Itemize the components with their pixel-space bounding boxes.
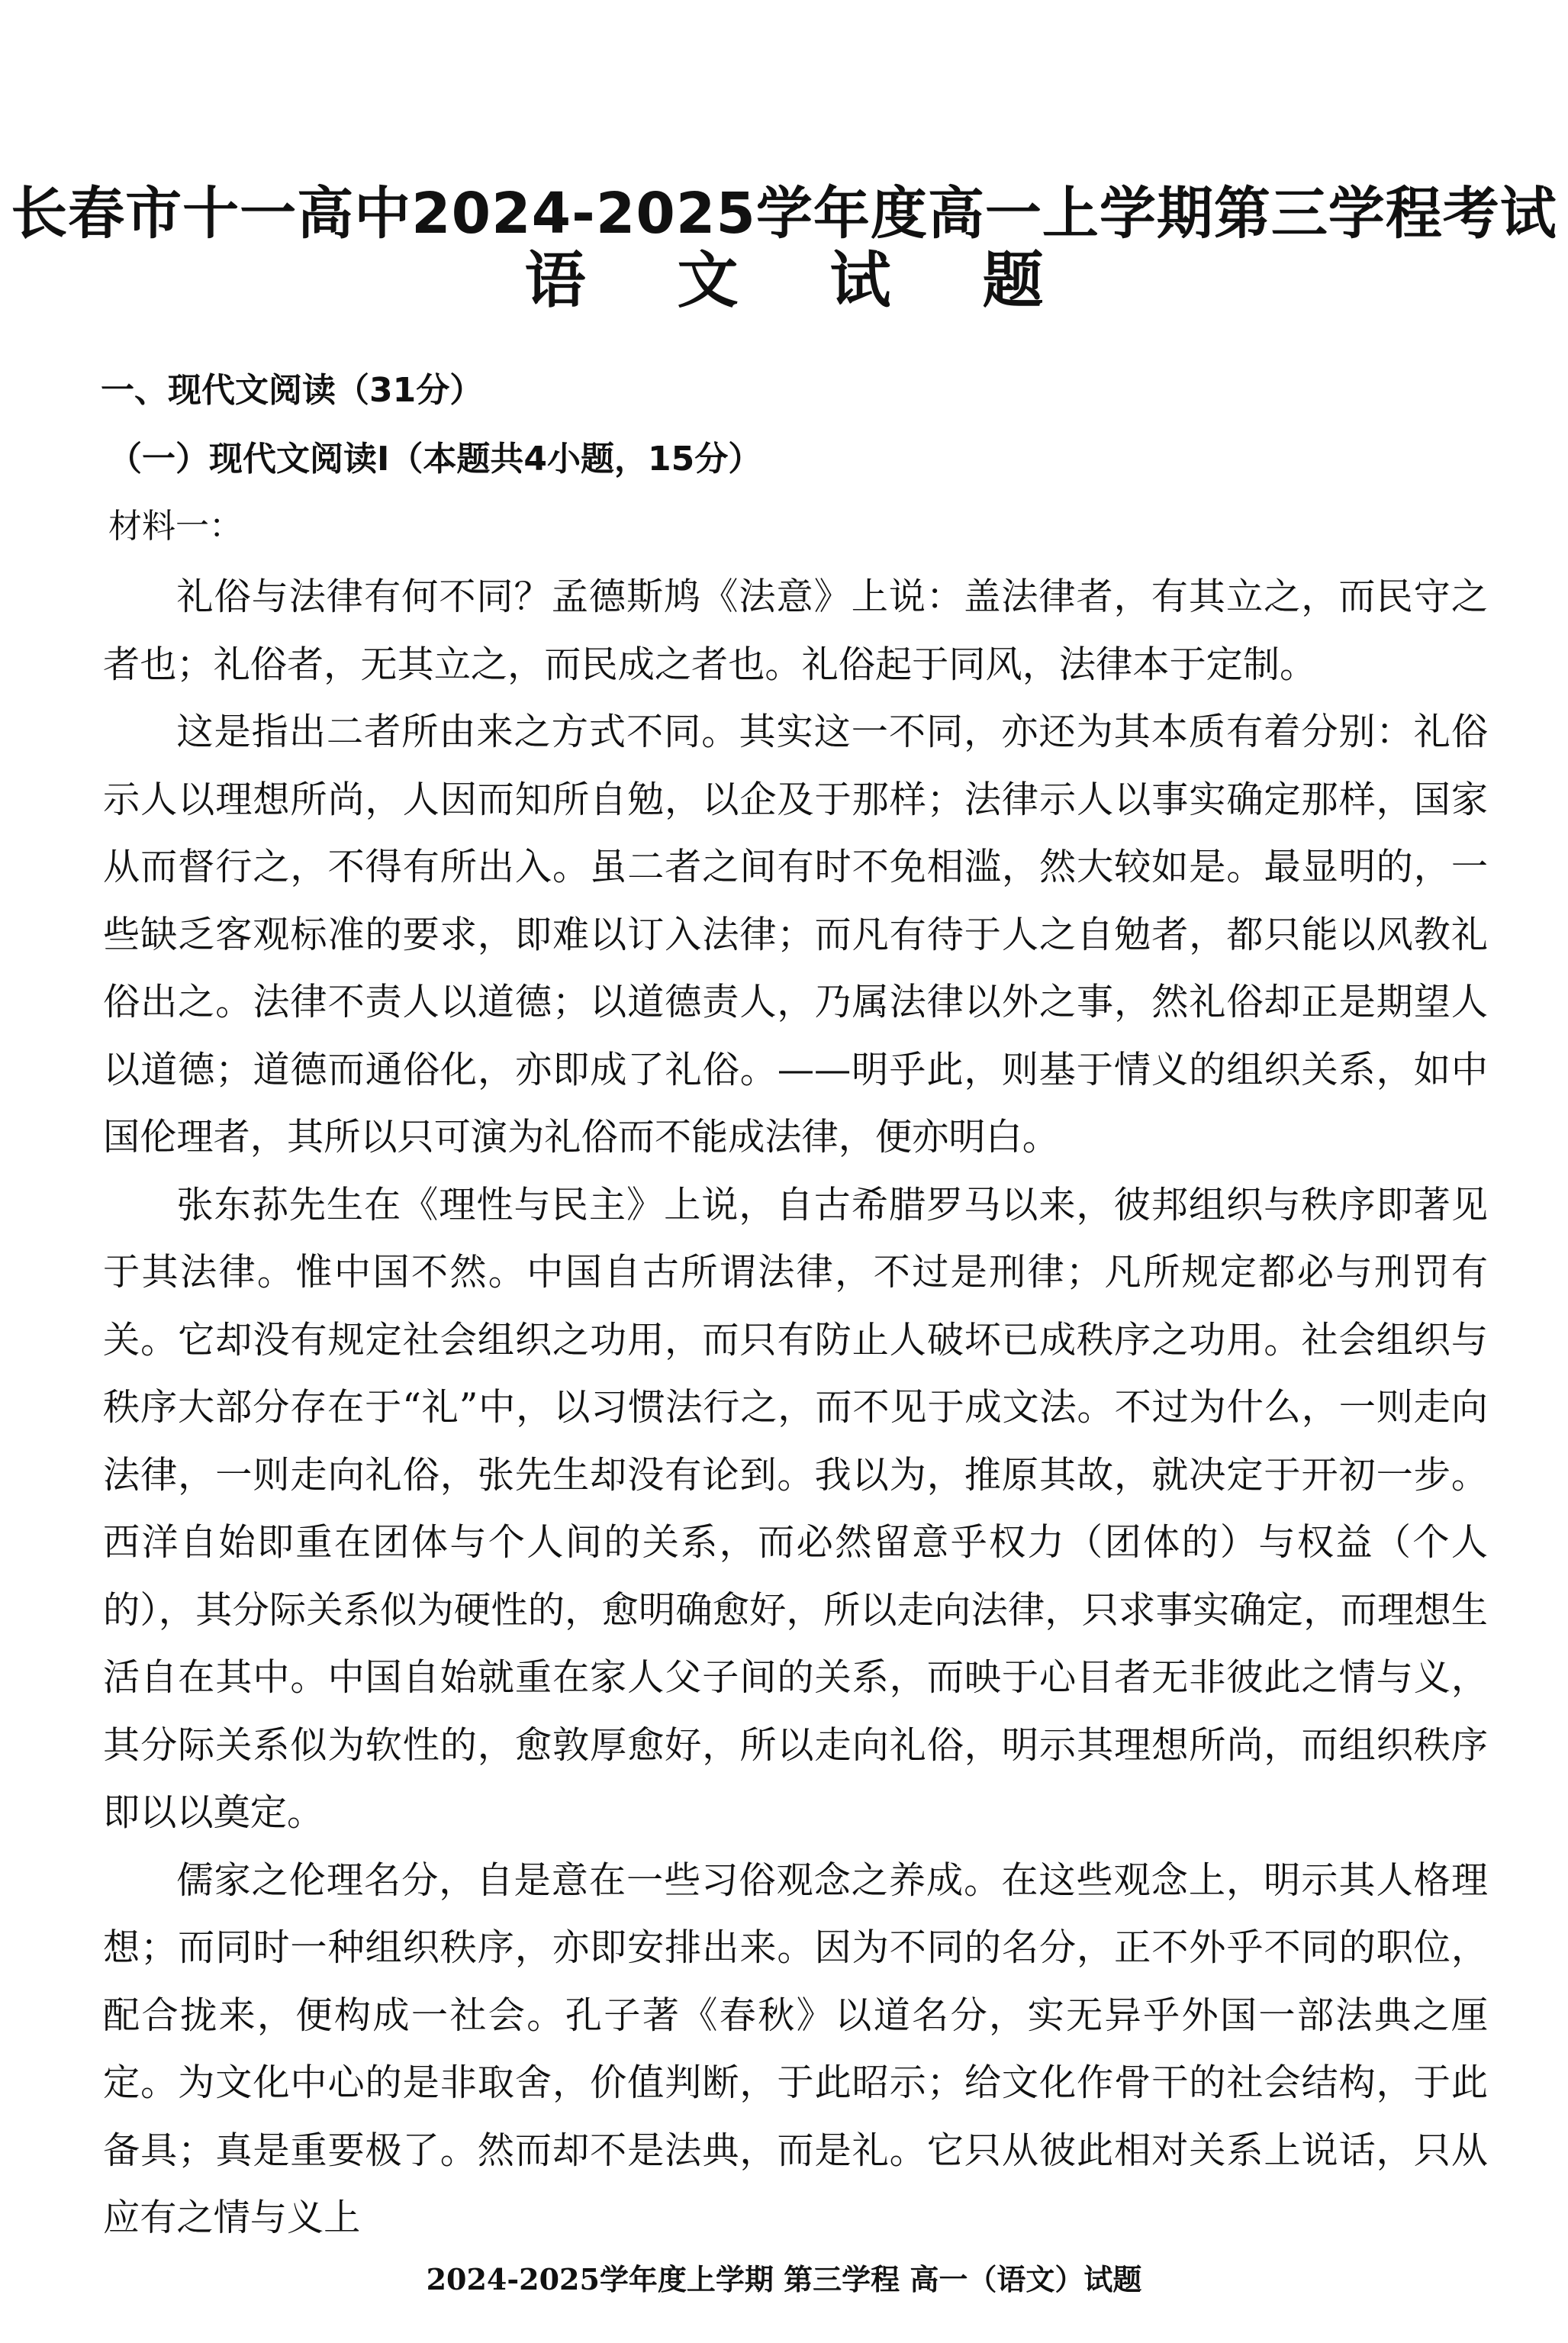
paragraph: 张东荪先生在《理性与民主》上说，自古希腊罗马以来，彼邦组织与秩序即著见于其法律。惟中国不然。中国自古所谓法律，不过是刑律；凡所规定都必与刑罚有关。它却没有规定社会组织之功用，而只有防止人破坏已成秩序之功用。社会组织与秩序大部分存在于“礼”中，以习惯法行之，而不见于成文法。不过为什么，一则走向法律，一则走向礼俗，张先生却没有论到。我以为，推原其故，就决定于开初一步。西洋自始即重在团体与个人间的关系，而必然留意乎权力（团体的）与权益（个人的），其分际关系似为硬性的，愈明确愈好，所以走向法律，只求事实确定，而理想生活自在其中。中国自始就重在家人父子间的关系，而映于心目者无非彼此之情与义，其分际关系似为软性的，愈敦厚愈好，所以走向礼俗，明示其理想所尚，而组织秩序即以以奠定。 <box>103 1183 1488 1834</box>
page-footer: 2024-2025学年度上学期 第三学程 高一（语文）试题 <box>426 2262 1142 2296</box>
reading-passage <box>103 563 1488 2252</box>
subsection-heading: （一）现代文阅读I（本题共4小题，15分） <box>108 440 762 479</box>
exam-title: 长春市十一高中2024-2025学年度高一上学期第三学程考试 <box>11 181 1557 247</box>
paragraph: 这是指出二者所由来之方式不同。其实这一不同，亦还为其本质有着分别：礼俗示人以理想所尚，人因而知所自勉，以企及于那样；法律示人以事实确定那样，国家从而督行之，不得有所出入。虽二者之间有时不免相滥，然大较如是。最显明的，一些缺乏客观标准的要求，即难以订入法律；而凡有待于人之自勉者，都只能以风教礼俗出之。法律不责人以道德；以道德责人，乃属法律以外之事，然礼俗却正是期望人以道德；道德而通俗化，亦即成了礼俗。——明乎此，则基于情义的组织关系，如中国伦理者，其所以只可演为礼俗而不能成法律，便亦明白。 <box>103 711 1488 1159</box>
paragraph: 儒家之伦理名分，自是意在一些习俗观念之养成。在这些观念上，明示其人格理想；而同时一种组织秩序，亦即安排出来。因为不同的名分，正不外乎不同的职位，配合拢来，便构成一社会。孔子著《春秋》以道名分，实无异乎外国一部法典之厘定。为文化中心的是非取舍，价值判断，于此昭示；给文化作骨干的社会结构，于此备具；真是重要极了。然而却不是法典，而是礼。它只从彼此相对关系上说话，只从应有之情与义上 <box>103 1858 1488 2239</box>
section-heading: 一、现代文阅读（31分） <box>101 371 484 410</box>
paragraph: 礼俗与法律有何不同？孟德斯鸠《法意》上说：盖法律者，有其立之，而民守之者也；礼俗者，无其立之，而民成之者也。礼俗起于同风，法律本于定制。 <box>103 575 1488 686</box>
material-label: 材料一： <box>108 507 243 546</box>
subject-title: 语文试题 <box>524 245 1135 316</box>
